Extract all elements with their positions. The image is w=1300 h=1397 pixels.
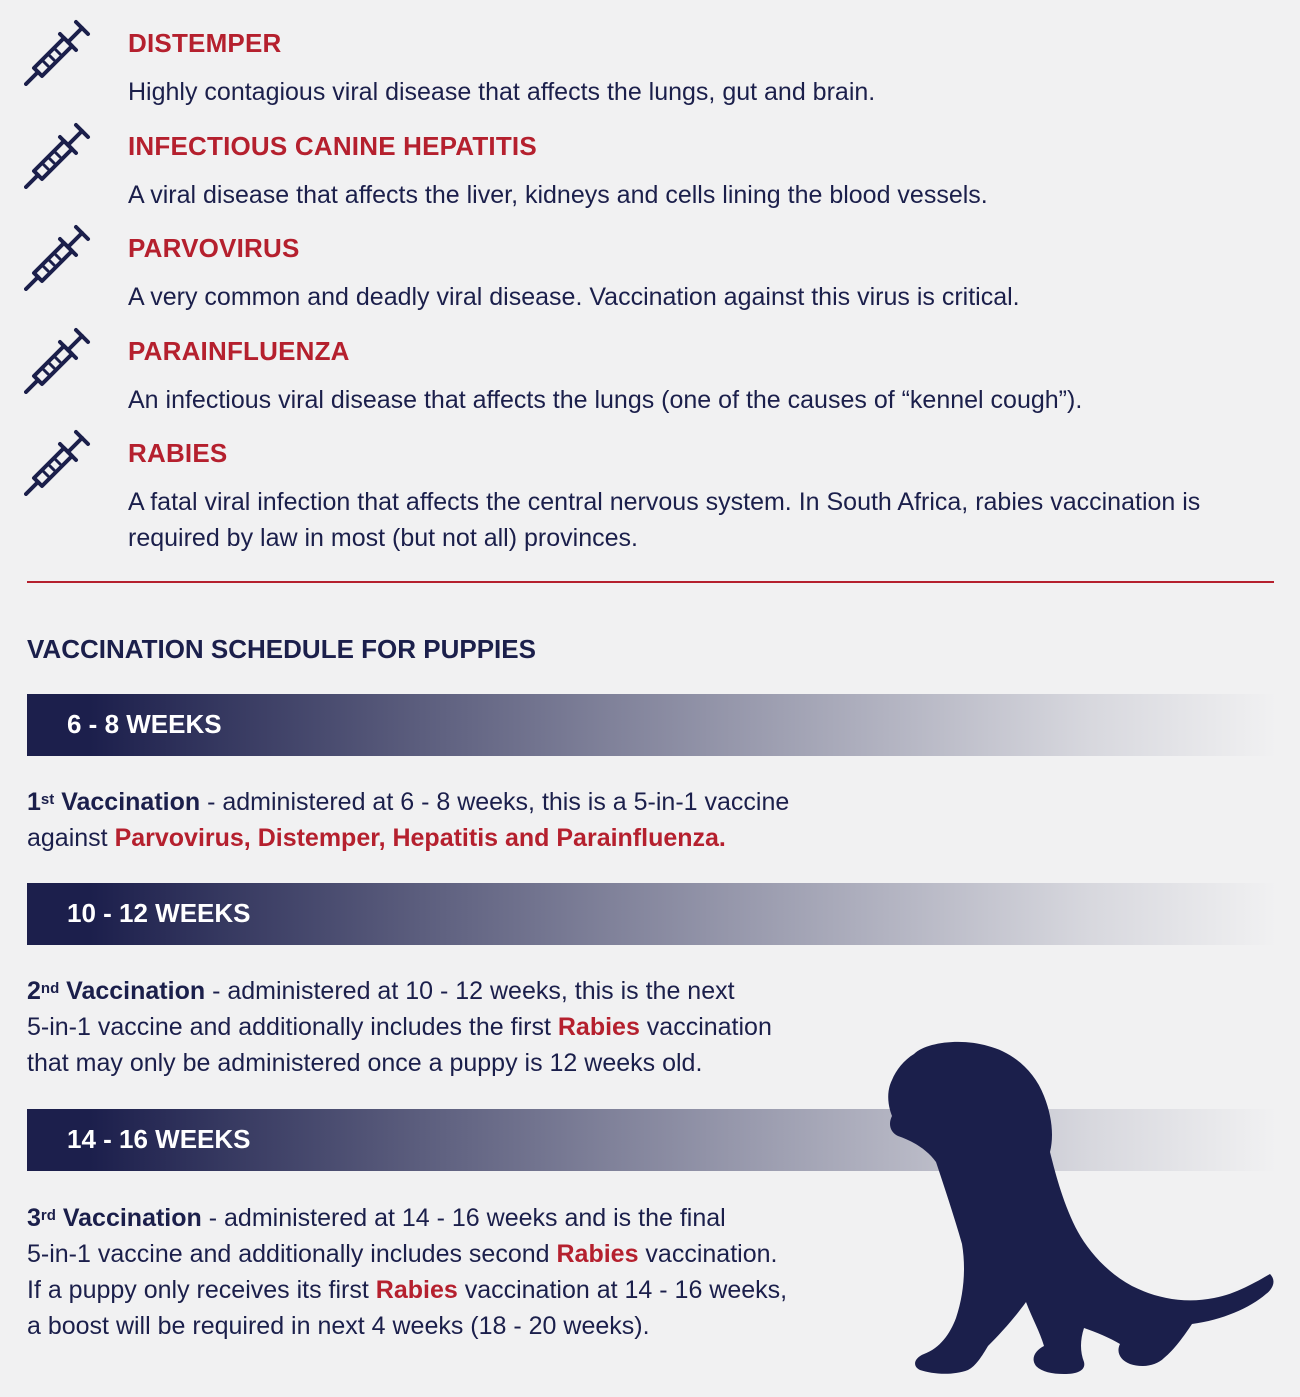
vaccine-list: Parvovirus, Distemper, Hepatitis and Parainfluenza. [114,824,726,852]
disease-description: An infectious viral disease that affects the lungs (one of the causes of “kennel cough”). [128,386,1083,414]
band-label: 6 - 8 WEEKS [67,709,222,739]
disease-title: PARAINFLUENZA [128,336,350,366]
vaccination-number: 2nd Vaccination [27,977,206,1005]
disease-title: INFECTIOUS CANINE HEPATITIS [128,131,537,161]
vaccination-number: 1st Vaccination [27,788,201,816]
schedule-band-6-8-weeks [27,694,1277,756]
schedule-band-10-12-weeks [27,883,1277,945]
band-label: 14 - 16 WEEKS [67,1124,251,1154]
section-divider [27,581,1274,583]
disease-title: DISTEMPER [128,28,282,58]
syringe-icon [24,121,92,189]
puppy-silhouette-icon [884,1036,1276,1376]
disease-title: PARVOVIRUS [128,233,300,263]
schedule-heading: VACCINATION SCHEDULE FOR PUPPIES [27,634,536,664]
disease-description: Highly contagious viral disease that affects the lungs, gut and brain. [128,78,876,106]
syringe-icon [24,428,92,496]
vaccination-1-text: 1st Vaccination - administered at 6 - 8 weeks, this is a 5-in-1 vaccine against Parvovirus, Distemper, Hepatitis and Parainfluenza. [27,788,790,852]
syringe-icon [24,18,92,86]
disease-description: A fatal viral infection that affects the central nervous system. In South Africa, rabies vaccination is required by law in most (but not all) provinces. [128,488,1201,552]
disease-description: A very common and deadly viral disease. Vaccination against this virus is critical. [128,283,1020,311]
rabies-highlight: Rabies [375,1276,458,1304]
disease-title: RABIES [128,438,228,468]
vaccination-3-text: 3rd Vaccination - administered at 14 - 16 weeks and is the final 5-in-1 vaccine and additionally includes second Rabies vaccination. If a puppy only receives its first Rabies vaccination at 14 - 16 weeks, a boost will be required in next 4 weeks (18 - 20 weeks). [27,1204,788,1340]
vaccination-number: 3rd Vaccination [27,1204,202,1232]
vaccination-2-text: 2nd Vaccination - administered at 10 - 12 weeks, this is the next 5-in-1 vaccine and additionally includes the first Rabies vaccination that may only be administered once a puppy is 12 weeks old. [27,977,772,1077]
band-label: 10 - 12 WEEKS [67,898,251,928]
syringe-icon [24,223,92,291]
syringe-icon [24,326,92,394]
disease-description: A viral disease that affects the liver, kidneys and cells lining the blood vessels. [128,181,988,209]
rabies-highlight: Rabies [557,1013,640,1041]
rabies-highlight: Rabies [556,1240,639,1268]
